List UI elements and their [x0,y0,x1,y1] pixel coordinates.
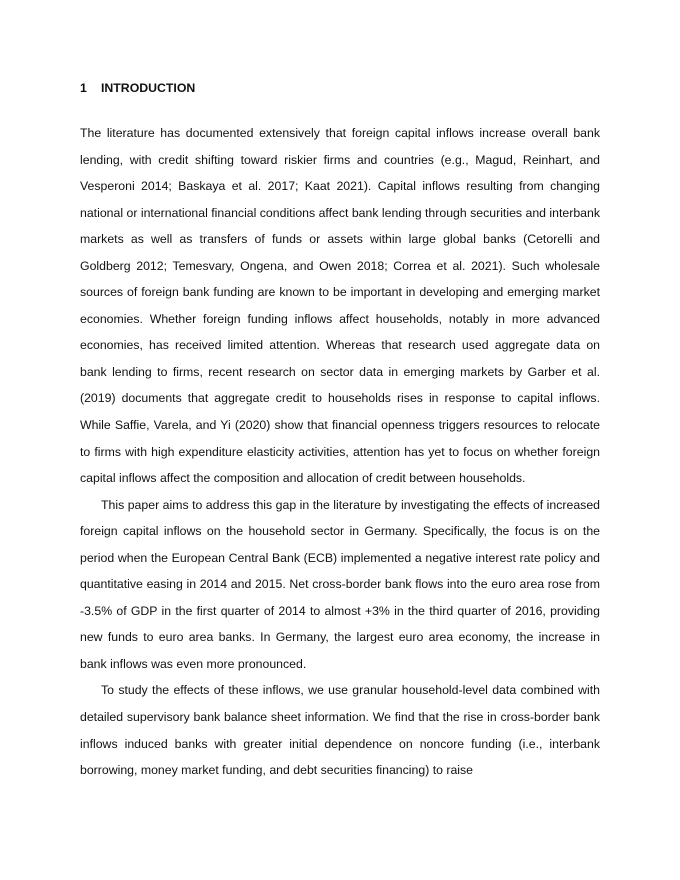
section-number: 1 [80,81,87,95]
paper-page [80,78,600,784]
paragraph-1: The literature has documented extensively that foreign capital inflows increase overall bank lending, with credit shifting toward riskier firms and countries (e.g., Magud, Reinhart, and Vesperoni 2014; Baskaya et al. 2017; Kaat 2021). Capital inflows resulting from changing national or international financial conditions affect bank lending through securities and interbank markets as well as transfers of funds or assets within large global banks (Cetorelli and Goldberg 2012; Temesvary, Ongena, and Owen 2018; Correa et al. 2021). Such wholesale sources of foreign bank funding are known to be important in developing and emerging market economies. Whether foreign funding inflows affect households, notably in more advanced economies, has received limited attention. Whereas that research used aggregate data on bank lending to firms, recent research on sector data in emerging markets by Garber et al. (2019) documents that aggregate credit to households rises in response to capital inflows. While Saffie, Varela, and Yi (2020) show that financial openness triggers resources to relocate to firms with high expenditure elasticity activities, attention has yet to focus on whether foreign capital inflows affect the composition and allocation of credit between households. [80,126,600,486]
section-title: INTRODUCTION [101,81,196,95]
paragraph-2: This paper aims to address this gap in the literature by investigating the effects of increased foreign capital inflows on the household sector in Germany. Specifically, the focus is on the period when the European Central Bank (ECB) implemented a negative interest rate policy and quantitative easing in 2014 and 2015. Net cross-border bank flows into the euro area rose from -3.5% of GDP in the first quarter of 2014 to almost +3% in the third quarter of 2016, providing new funds to euro area banks. In Germany, the largest euro area economy, the increase in bank inflows was even more pronounced. [80,497,600,671]
paragraph-3: To study the effects of these inflows, we use granular household-level data combined with detailed supervisory bank balance sheet information. We find that the rise in cross-border bank inflows induced banks with greater initial dependence on noncore funding (i.e., interbank borrowing, money market funding, and debt securities financing) to raise [80,683,600,778]
section-heading [80,78,600,98]
